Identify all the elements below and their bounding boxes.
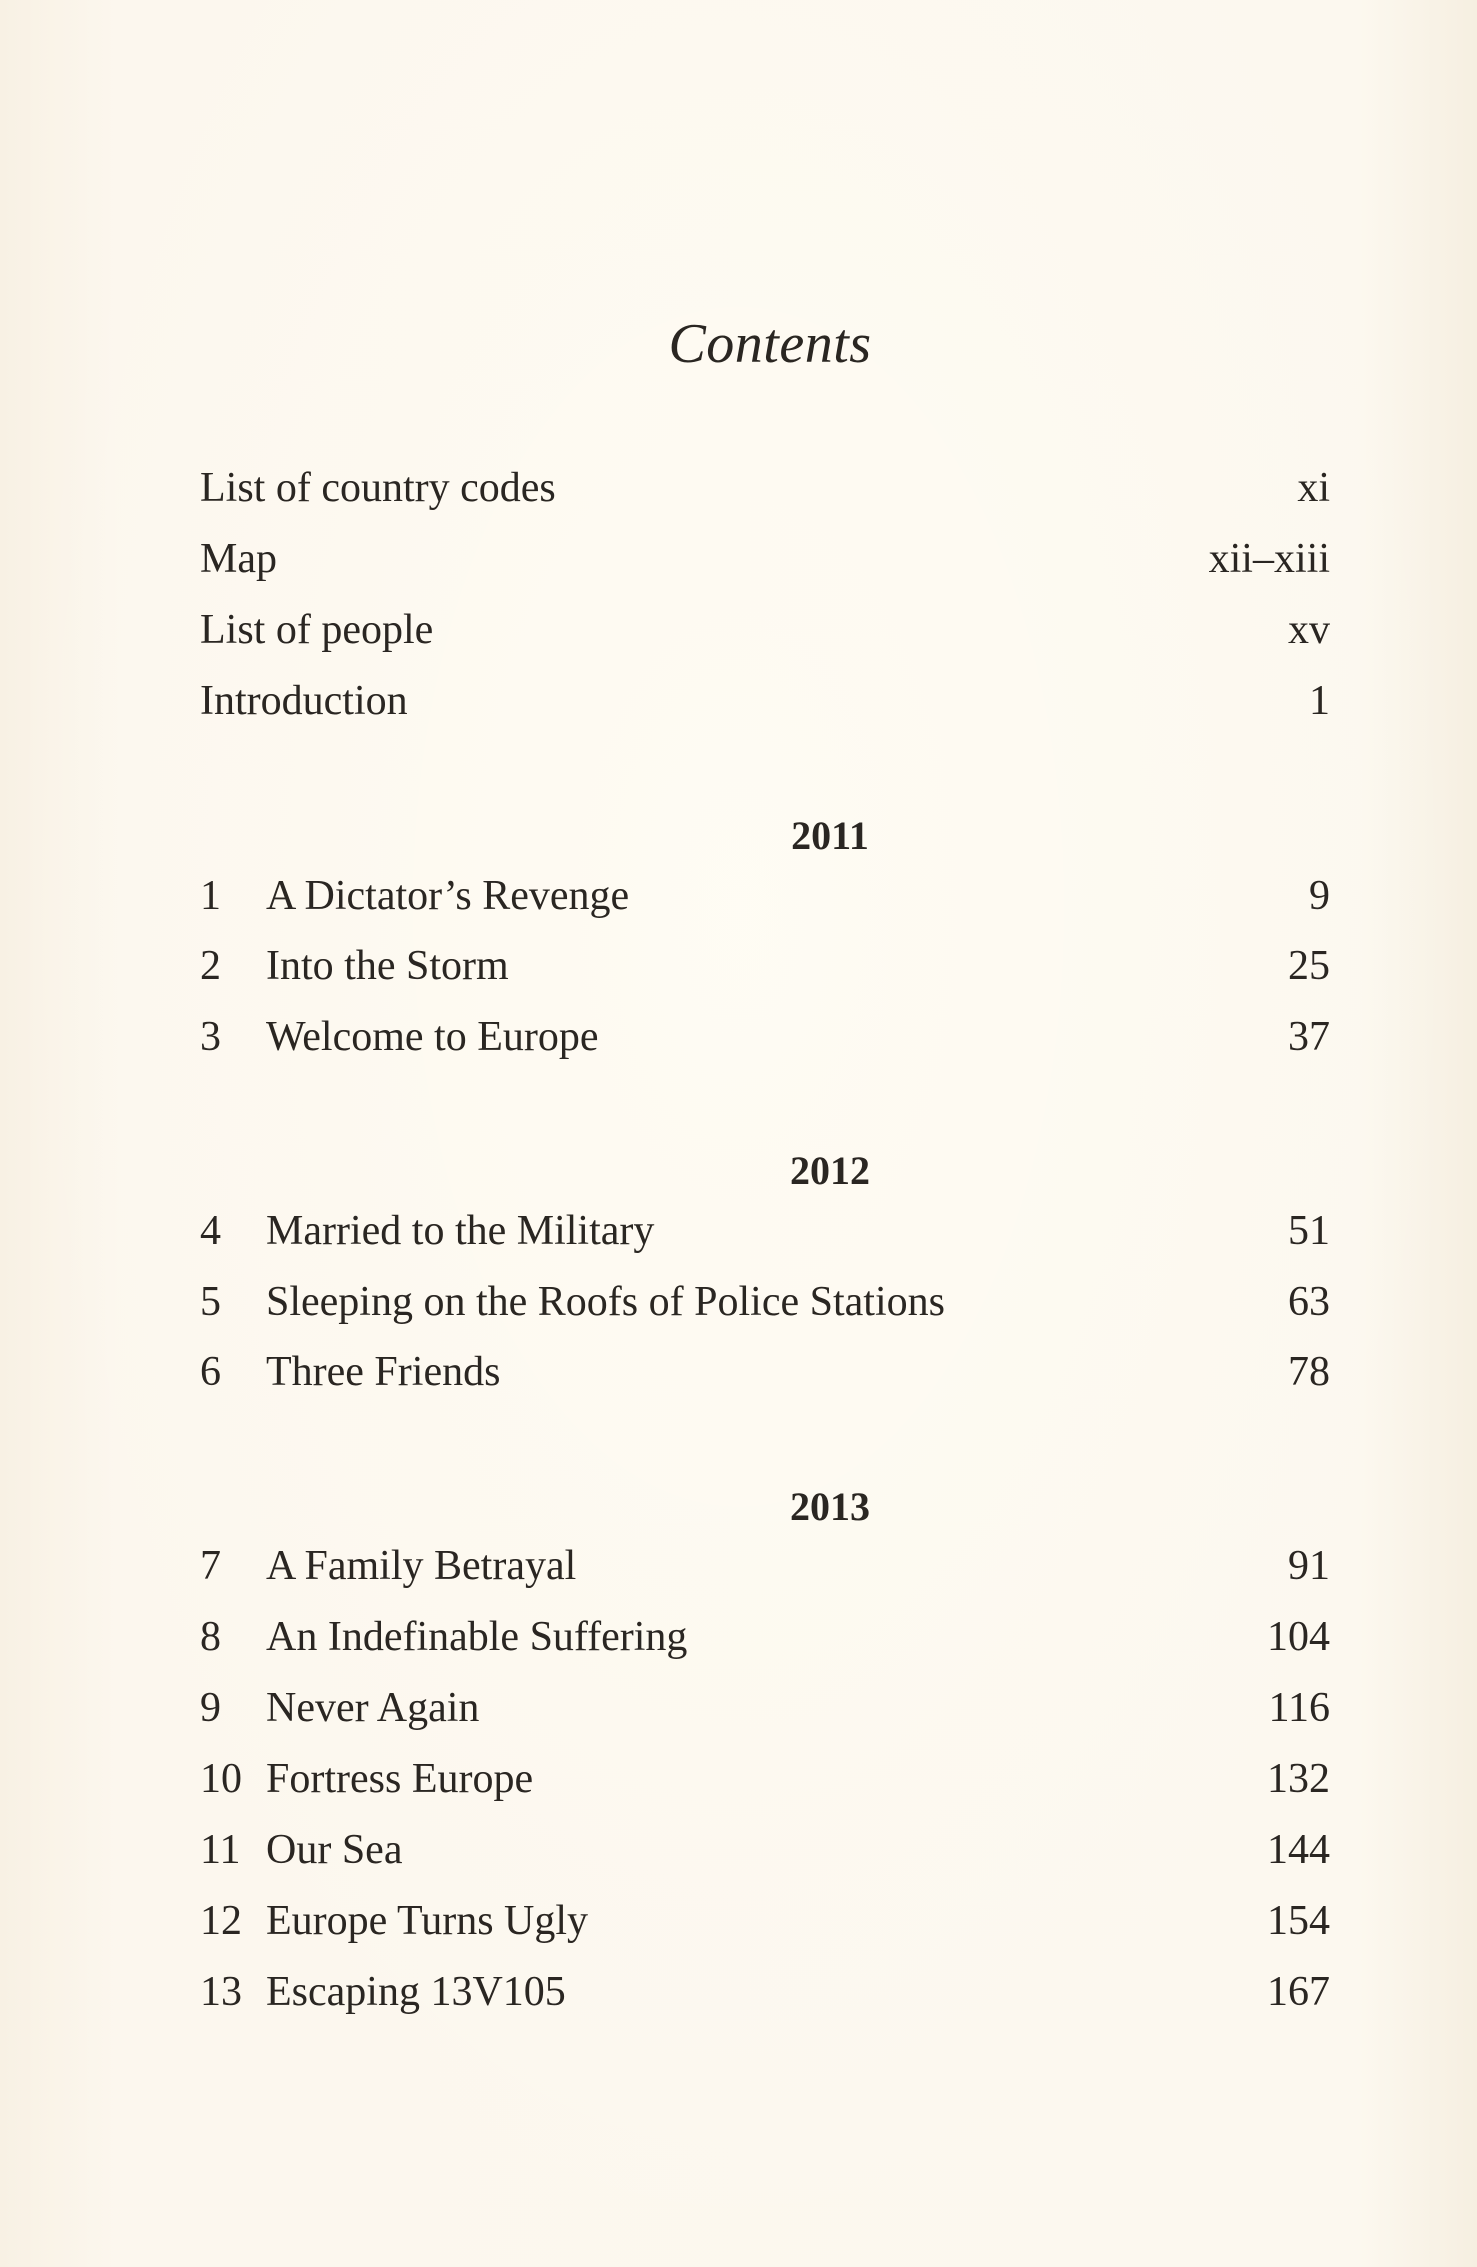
chapter-title: A Family Betrayal — [266, 1543, 577, 1589]
toc-chapter-entry — [200, 1891, 1330, 1951]
chapter-page: 51 — [1288, 1208, 1330, 1254]
section-year-heading: 2012 — [790, 1148, 870, 1193]
section-year-heading: 2011 — [791, 813, 869, 858]
chapter-number: 2 — [200, 943, 221, 989]
chapter-number: 11 — [200, 1827, 241, 1873]
chapter-page: 91 — [1288, 1543, 1330, 1589]
toc-chapter-entry — [200, 866, 1330, 926]
chapter-title: Into the Storm — [266, 943, 509, 989]
toc-chapter-entry — [200, 936, 1330, 996]
chapter-title: An Indefinable Suffering — [266, 1614, 688, 1660]
chapter-page: 25 — [1288, 943, 1330, 989]
chapter-page: 9 — [1309, 873, 1330, 919]
toc-chapter-entry — [200, 1342, 1330, 1402]
chapter-title: A Dictator’s Revenge — [266, 873, 630, 919]
chapter-title: Married to the Military — [266, 1208, 655, 1254]
chapter-page: 144 — [1267, 1827, 1330, 1873]
section-year-heading: 2013 — [790, 1484, 870, 1529]
chapter-number: 5 — [200, 1279, 221, 1325]
toc-chapter-entry — [200, 1007, 1330, 1067]
toc-chapter-entry — [200, 1272, 1330, 1332]
chapter-number: 3 — [200, 1014, 221, 1060]
chapter-page: 167 — [1267, 1969, 1330, 2015]
toc-chapter-entry — [200, 1536, 1330, 1596]
chapter-number: 4 — [200, 1208, 221, 1254]
chapter-title: Fortress Europe — [266, 1756, 534, 1802]
toc-entry-label: Map — [200, 536, 277, 582]
chapter-page: 78 — [1288, 1349, 1330, 1395]
toc-entry-page: xv — [1288, 607, 1330, 653]
chapter-title: Our Sea — [266, 1827, 403, 1873]
toc-chapter-entry — [200, 1749, 1330, 1809]
chapter-number: 13 — [200, 1969, 242, 2015]
chapter-number: 12 — [200, 1898, 242, 1944]
toc-chapter-entry — [200, 1201, 1330, 1261]
chapter-number: 7 — [200, 1543, 221, 1589]
toc-entry-page: xii–xiii — [1208, 536, 1330, 582]
chapter-title: Never Again — [266, 1685, 480, 1731]
chapter-title: Escaping 13V105 — [266, 1969, 566, 2015]
chapter-page: 63 — [1288, 1279, 1330, 1325]
toc-entry-introduction — [200, 671, 1330, 731]
chapter-number: 8 — [200, 1614, 221, 1660]
toc-entry-page: 1 — [1309, 678, 1330, 724]
chapter-page: 37 — [1288, 1014, 1330, 1060]
chapter-page: 154 — [1267, 1898, 1330, 1944]
toc-entry-country-codes — [200, 458, 1330, 518]
chapter-number: 10 — [200, 1756, 242, 1802]
chapter-title: Europe Turns Ugly — [266, 1898, 589, 1944]
chapter-title: Three Friends — [266, 1349, 501, 1395]
toc-entry-map — [200, 529, 1330, 589]
chapter-title: Welcome to Europe — [266, 1014, 599, 1060]
toc-entry-label: List of country codes — [200, 465, 556, 511]
chapter-page: 116 — [1268, 1685, 1330, 1731]
toc-entry-label: Introduction — [200, 678, 408, 724]
toc-chapter-entry — [200, 1820, 1330, 1880]
chapter-number: 1 — [200, 873, 221, 919]
page-title: Contents — [668, 313, 872, 375]
toc-chapter-entry — [200, 1678, 1330, 1738]
chapter-page: 132 — [1267, 1756, 1330, 1802]
chapter-page: 104 — [1267, 1614, 1330, 1660]
chapter-title: Sleeping on the Roofs of Police Stations — [266, 1279, 945, 1325]
chapter-number: 6 — [200, 1349, 221, 1395]
toc-chapter-entry — [200, 1607, 1330, 1667]
toc-entry-label: List of people — [200, 607, 434, 653]
toc-chapter-entry — [200, 1962, 1330, 2022]
toc-entry-list-of-people — [200, 600, 1330, 660]
chapter-number: 9 — [200, 1685, 221, 1731]
toc-entry-page: xi — [1297, 465, 1330, 511]
